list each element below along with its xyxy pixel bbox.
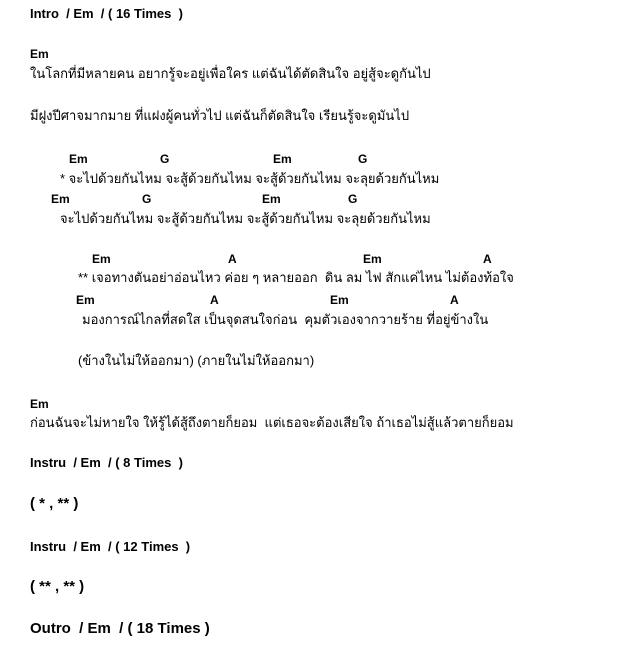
lyric-line: (ข้างในไม่ให้ออกมา) (ภายในไม่ให้ออกมา) xyxy=(78,353,315,368)
chord: Em xyxy=(363,252,382,266)
chord: G xyxy=(160,152,170,166)
lyric-line: ในโลกที่มีหลายคน อยากรู้จะอยู่เพื่อใคร แต่ฉันได้ตัดสินใจ อยู่สู้จะดูกันไป xyxy=(30,66,431,81)
chord: Em xyxy=(273,152,292,166)
chord: Em xyxy=(76,293,95,307)
repeat-line: ( ** , ** ) xyxy=(30,578,85,595)
lyric-line: ก่อนฉันจะไม่หายใจ ให้รู้ได้สู้ถึงตายก็ยอม แต่เธอจะต้องเสียใจ ถ้าเธอไม่สู้แล้วตายก็ยอม xyxy=(30,415,514,430)
chord: Em xyxy=(30,47,49,61)
chord: G xyxy=(358,152,368,166)
outro-line: Outro / Em / ( 18 Times ) xyxy=(30,620,210,637)
chord: A xyxy=(228,252,237,266)
chord: G xyxy=(348,192,358,206)
lyric-line: มองการณ์ไกลที่สดใส เป็นจุดสนใจก่อน คุมตัวเองจากวายร้าย ที่อยู่ข้างใน xyxy=(82,312,489,327)
chord: A xyxy=(450,293,459,307)
chord: Em xyxy=(69,152,88,166)
chord: Em xyxy=(30,397,49,411)
chord: A xyxy=(210,293,219,307)
repeat-line: ( * , ** ) xyxy=(30,495,79,512)
chord: Em xyxy=(262,192,281,206)
chord: Em xyxy=(92,252,111,266)
chord: A xyxy=(483,252,492,266)
instru-line: Instru / Em / ( 8 Times ) xyxy=(30,455,183,470)
lyric-line: ** เจอทางตันอย่าอ่อนไหว ค่อย ๆ หลายออก ดิน ลม ไฟ สักแค่ไหน ไม่ต้องท้อใจ xyxy=(78,270,514,285)
chord: Em xyxy=(330,293,349,307)
intro-line: Intro / Em / ( 16 Times ) xyxy=(30,6,183,21)
instru-line: Instru / Em / ( 12 Times ) xyxy=(30,539,191,554)
lyric-line: จะไปด้วยกันไหม จะสู้ด้วยกันไหม จะสู้ด้วยกันไหม จะลุยด้วยกันไหม xyxy=(60,211,431,226)
chord: Em xyxy=(51,192,70,206)
chord: G xyxy=(142,192,152,206)
lyric-line: มีฝูงปีศาจมากมาย ที่แฝงผู้คนทั่วไป แต่ฉันก็ตัดสินใจ เรียนรู้จะดูมันไป xyxy=(30,108,410,123)
lyric-line: * จะไปด้วยกันไหม จะสู้ด้วยกันไหม จะสู้ด้วยกันไหม จะลุยด้วยกันไหม xyxy=(60,171,440,186)
